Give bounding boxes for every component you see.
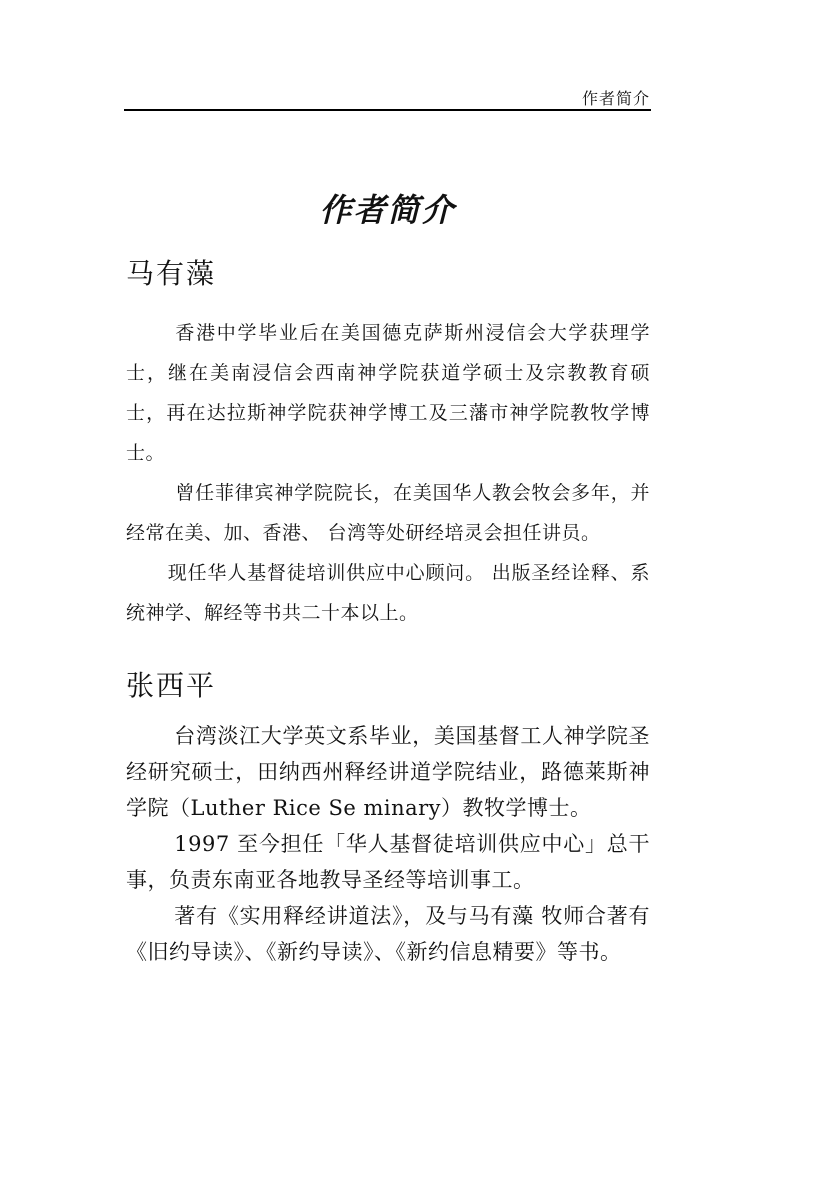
bio-paragraph: 香港中学毕业后在美国德克萨斯州浸信会大学获理学士，继在美南浸信会西南神学院获道学硕士及宗教教育硕士，再在达拉斯神学院获神学博工及三藩市神学院教牧学博士。	[126, 322, 650, 464]
author-name-1: 马有藻	[126, 257, 217, 290]
author-bio-2	[126, 718, 650, 970]
author-name-2: 张西平	[126, 669, 217, 702]
bio-paragraph: 台湾淡江大学英文系毕业，美国基督工人神学院圣经研究硕士，田纳西州释经讲道学院结业，路德莱斯神学院（Luther Rice Se minary）教牧学博士。	[126, 724, 650, 820]
bio-paragraph: 著有《实用释经讲道法》，及与马有藻 牧师合著有《旧约导读》、《新约导读》、《新约信息精要》等书。	[126, 904, 650, 964]
running-header: 作者简介	[581, 89, 650, 108]
bio-paragraph: 曾任菲律宾神学院院长，在美国华人教会牧会多年，并经常在美、加、香港、 台湾等处研经培灵会担任讲员。	[126, 482, 650, 544]
author-bio-1	[126, 313, 650, 633]
page-title: 作者简介	[319, 191, 456, 229]
bio-paragraph: 现任华人基督徒培训供应中心顾问。 出版圣经诠释、系统神学、解经等书共二十本以上。	[126, 562, 650, 624]
bio-paragraph: 1997 至今担任「华人基督徒培训供应中心」总干事，负责东南亚各地教导圣经等培训事工。	[126, 832, 650, 892]
header-rule	[124, 109, 651, 111]
